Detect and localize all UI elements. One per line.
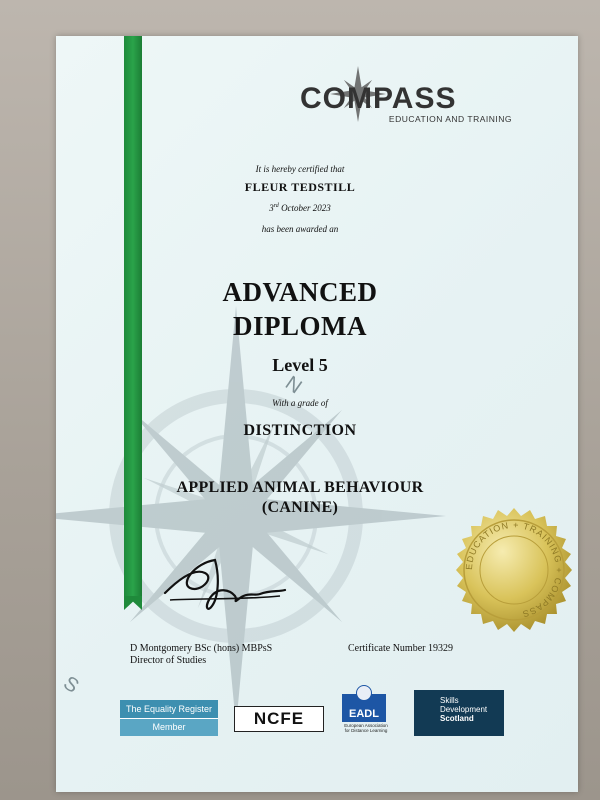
grade-intro: With a grade of bbox=[272, 398, 328, 408]
logo-wordmark: COMPASS bbox=[300, 82, 457, 115]
seal-text: EDUCATION + TRAINING + COMPASS bbox=[463, 519, 565, 620]
course-line1: APPLIED ANIMAL BEHAVIOUR bbox=[176, 479, 424, 496]
gold-seal bbox=[450, 506, 578, 634]
eadl-box bbox=[342, 694, 386, 722]
certificate-number: Certificate Number 19329 bbox=[348, 643, 453, 654]
date-rest: October 2023 bbox=[278, 203, 331, 213]
eadl-logo bbox=[342, 684, 390, 738]
award-title-line2: DIPLOMA bbox=[233, 311, 367, 341]
course-line2: (CANINE) bbox=[261, 499, 339, 516]
awarded-text: has been awarded an bbox=[261, 224, 339, 234]
compass-north-letter: N bbox=[281, 372, 306, 399]
certified-intro: It is hereby certified that bbox=[255, 164, 345, 174]
certificate-paper bbox=[56, 36, 578, 792]
award-title-line1: ADVANCED bbox=[222, 277, 378, 307]
sds-line3: Scotland bbox=[440, 714, 474, 723]
signatory-block bbox=[130, 643, 272, 667]
recipient-name: FLEUR TEDSTILL bbox=[244, 180, 356, 194]
sds-line1: Skills bbox=[440, 696, 459, 705]
ncfe-logo: NCFE bbox=[234, 706, 324, 732]
signatory-name: D Montgomery BSc (hons) MBPsS bbox=[130, 643, 273, 654]
eadl-text: EADL bbox=[349, 708, 379, 720]
equality-register-title: The Equality Register bbox=[120, 700, 218, 719]
signatory-role: Director of Studies bbox=[130, 655, 207, 666]
eadl-caption: European Association for Distance Learning bbox=[344, 723, 388, 733]
skills-development-scotland-logo bbox=[414, 690, 504, 736]
grade-value: DISTINCTION bbox=[243, 422, 357, 439]
date-suffix: rd bbox=[273, 203, 279, 209]
sds-line2: Development bbox=[440, 705, 488, 714]
award-date bbox=[90, 203, 510, 213]
equality-register-logo bbox=[120, 700, 218, 736]
equality-register-member: Member bbox=[120, 719, 218, 736]
date-day: 3 bbox=[269, 203, 274, 213]
signature-image bbox=[160, 548, 290, 618]
compass-south-letter: S bbox=[59, 672, 83, 698]
eadl-globe-icon bbox=[356, 685, 372, 701]
logo-tagline: EDUCATION AND TRAINING bbox=[388, 114, 512, 124]
compass-logo bbox=[300, 82, 520, 132]
award-level: Level 5 bbox=[272, 355, 328, 375]
